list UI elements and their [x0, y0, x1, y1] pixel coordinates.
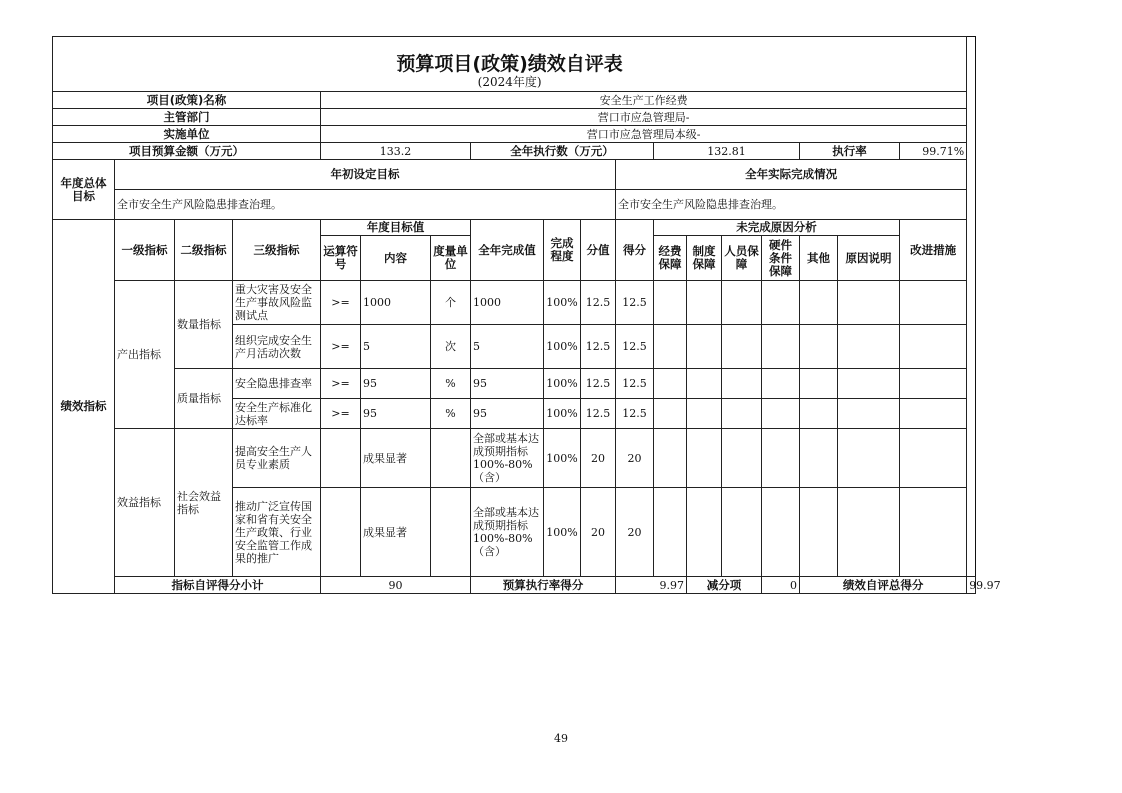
header-hardware: 硬件条件保障 [762, 236, 800, 281]
indicator-got: 20 [616, 429, 654, 488]
indicator-completion: 100% [544, 429, 581, 488]
executed-label: 全年执行数（万元） [471, 143, 654, 160]
page-number: 49 [554, 732, 568, 745]
subtotal-label: 指标自评得分小计 [115, 577, 321, 594]
execution-rate-label: 执行率 [800, 143, 900, 160]
header-level1: 一级指标 [115, 220, 175, 281]
page-title: 预算项目(政策)绩效自评表 [53, 37, 967, 74]
header-score: 分值 [581, 220, 616, 281]
indicator-unit: 次 [431, 325, 471, 369]
budget-score-label: 预算执行率得分 [471, 577, 616, 594]
indicator-completion: 100% [544, 369, 581, 399]
deduction-value: 0 [762, 577, 800, 594]
indicator-content: 成果显著 [361, 429, 431, 488]
evaluation-sheet [52, 36, 1001, 594]
quality-indicator-label: 质量指标 [175, 369, 233, 429]
year-label: (2024年度) [53, 73, 967, 92]
indicator-name: 推动广泛宣传国家和省有关安全生产政策、行业安全监管工作成果的推广 [233, 488, 321, 577]
indicator-unit: % [431, 399, 471, 429]
header-target-group: 年度目标值 [321, 220, 471, 236]
indicator-content: 5 [361, 325, 431, 369]
indicator-actual: 全部或基本达成预期指标100%-80%（含） [471, 488, 544, 577]
initial-goal: 全市安全生产风险隐患排查治理。 [115, 190, 616, 220]
dept-label: 主管部门 [53, 109, 321, 126]
project-name-label: 项目(政策)名称 [53, 92, 321, 109]
header-reason-group: 未完成原因分析 [654, 220, 900, 236]
indicator-actual: 5 [471, 325, 544, 369]
indicator-got: 12.5 [616, 369, 654, 399]
total-score-label: 绩效自评总得分 [800, 577, 967, 594]
indicator-actual: 95 [471, 369, 544, 399]
indicator-name: 安全隐患排查率 [233, 369, 321, 399]
indicator-score: 12.5 [581, 369, 616, 399]
indicator-name: 安全生产标准化达标率 [233, 399, 321, 429]
unit-value: 营口市应急管理局本级- [321, 126, 967, 143]
header-funding: 经费保障 [654, 236, 687, 281]
quantity-indicator-label: 数量指标 [175, 281, 233, 369]
indicator-score: 20 [581, 429, 616, 488]
actual-completion: 全市安全生产风险隐患排查治理。 [616, 190, 967, 220]
actual-completion-label: 全年实际完成情况 [616, 160, 967, 190]
header-unit: 度量单位 [431, 236, 471, 281]
indicator-got: 20 [616, 488, 654, 577]
indicator-got: 12.5 [616, 325, 654, 369]
budget-amount: 133.2 [321, 143, 471, 160]
indicator-content: 1000 [361, 281, 431, 325]
executed-value: 132.81 [654, 143, 800, 160]
unit-label: 实施单位 [53, 126, 321, 143]
performance-indicators-label: 绩效指标 [53, 220, 115, 594]
header-operator: 运算符号 [321, 236, 361, 281]
indicator-unit: 个 [431, 281, 471, 325]
initial-goal-label: 年初设定目标 [115, 160, 616, 190]
indicator-content: 95 [361, 369, 431, 399]
header-level3: 三级指标 [233, 220, 321, 281]
indicator-completion: 100% [544, 325, 581, 369]
indicator-completion: 100% [544, 488, 581, 577]
header-improve: 改进措施 [900, 220, 967, 281]
header-personnel: 人员保障 [722, 236, 762, 281]
budget-amount-label: 项目预算金额（万元） [53, 143, 321, 160]
budget-score-value: 9.97 [616, 577, 687, 594]
indicator-actual: 全部或基本达成预期指标100%-80%（含） [471, 429, 544, 488]
indicator-name: 提高安全生产人员专业素质 [233, 429, 321, 488]
evaluation-table [52, 36, 1001, 594]
output-indicator-label: 产出指标 [115, 281, 175, 429]
dept-value: 营口市应急管理局- [321, 109, 967, 126]
indicator-unit: % [431, 369, 471, 399]
execution-rate: 99.71% [900, 143, 967, 160]
indicator-name: 组织完成安全生产月活动次数 [233, 325, 321, 369]
header-system: 制度保障 [687, 236, 722, 281]
social-benefit-label: 社会效益指标 [175, 429, 233, 577]
indicator-operator: >= [321, 281, 361, 325]
total-score-value: 99.97 [967, 577, 976, 594]
indicator-operator: >= [321, 399, 361, 429]
header-completion: 完成程度 [544, 220, 581, 281]
deduction-label: 减分项 [687, 577, 762, 594]
indicator-score: 12.5 [581, 325, 616, 369]
indicator-completion: 100% [544, 399, 581, 429]
header-other: 其他 [800, 236, 838, 281]
header-got: 得分 [616, 220, 654, 281]
indicator-unit [431, 488, 471, 577]
indicator-score: 12.5 [581, 281, 616, 325]
subtotal-value: 90 [321, 577, 471, 594]
indicator-name: 重大灾害及安全生产事故风险监测试点 [233, 281, 321, 325]
header-content: 内容 [361, 236, 431, 281]
indicator-operator [321, 488, 361, 577]
header-reason: 原因说明 [838, 236, 900, 281]
header-level2: 二级指标 [175, 220, 233, 281]
indicator-operator: >= [321, 369, 361, 399]
annual-goal-label: 年度总体目标 [53, 160, 115, 220]
header-actual: 全年完成值 [471, 220, 544, 281]
indicator-actual: 95 [471, 399, 544, 429]
indicator-operator [321, 429, 361, 488]
project-name: 安全生产工作经费 [321, 92, 967, 109]
indicator-content: 成果显著 [361, 488, 431, 577]
indicator-actual: 1000 [471, 281, 544, 325]
indicator-content: 95 [361, 399, 431, 429]
indicator-got: 12.5 [616, 399, 654, 429]
indicator-score: 12.5 [581, 399, 616, 429]
indicator-score: 20 [581, 488, 616, 577]
indicator-completion: 100% [544, 281, 581, 325]
indicator-unit [431, 429, 471, 488]
indicator-operator: >= [321, 325, 361, 369]
indicator-got: 12.5 [616, 281, 654, 325]
benefit-indicator-label: 效益指标 [115, 429, 175, 577]
